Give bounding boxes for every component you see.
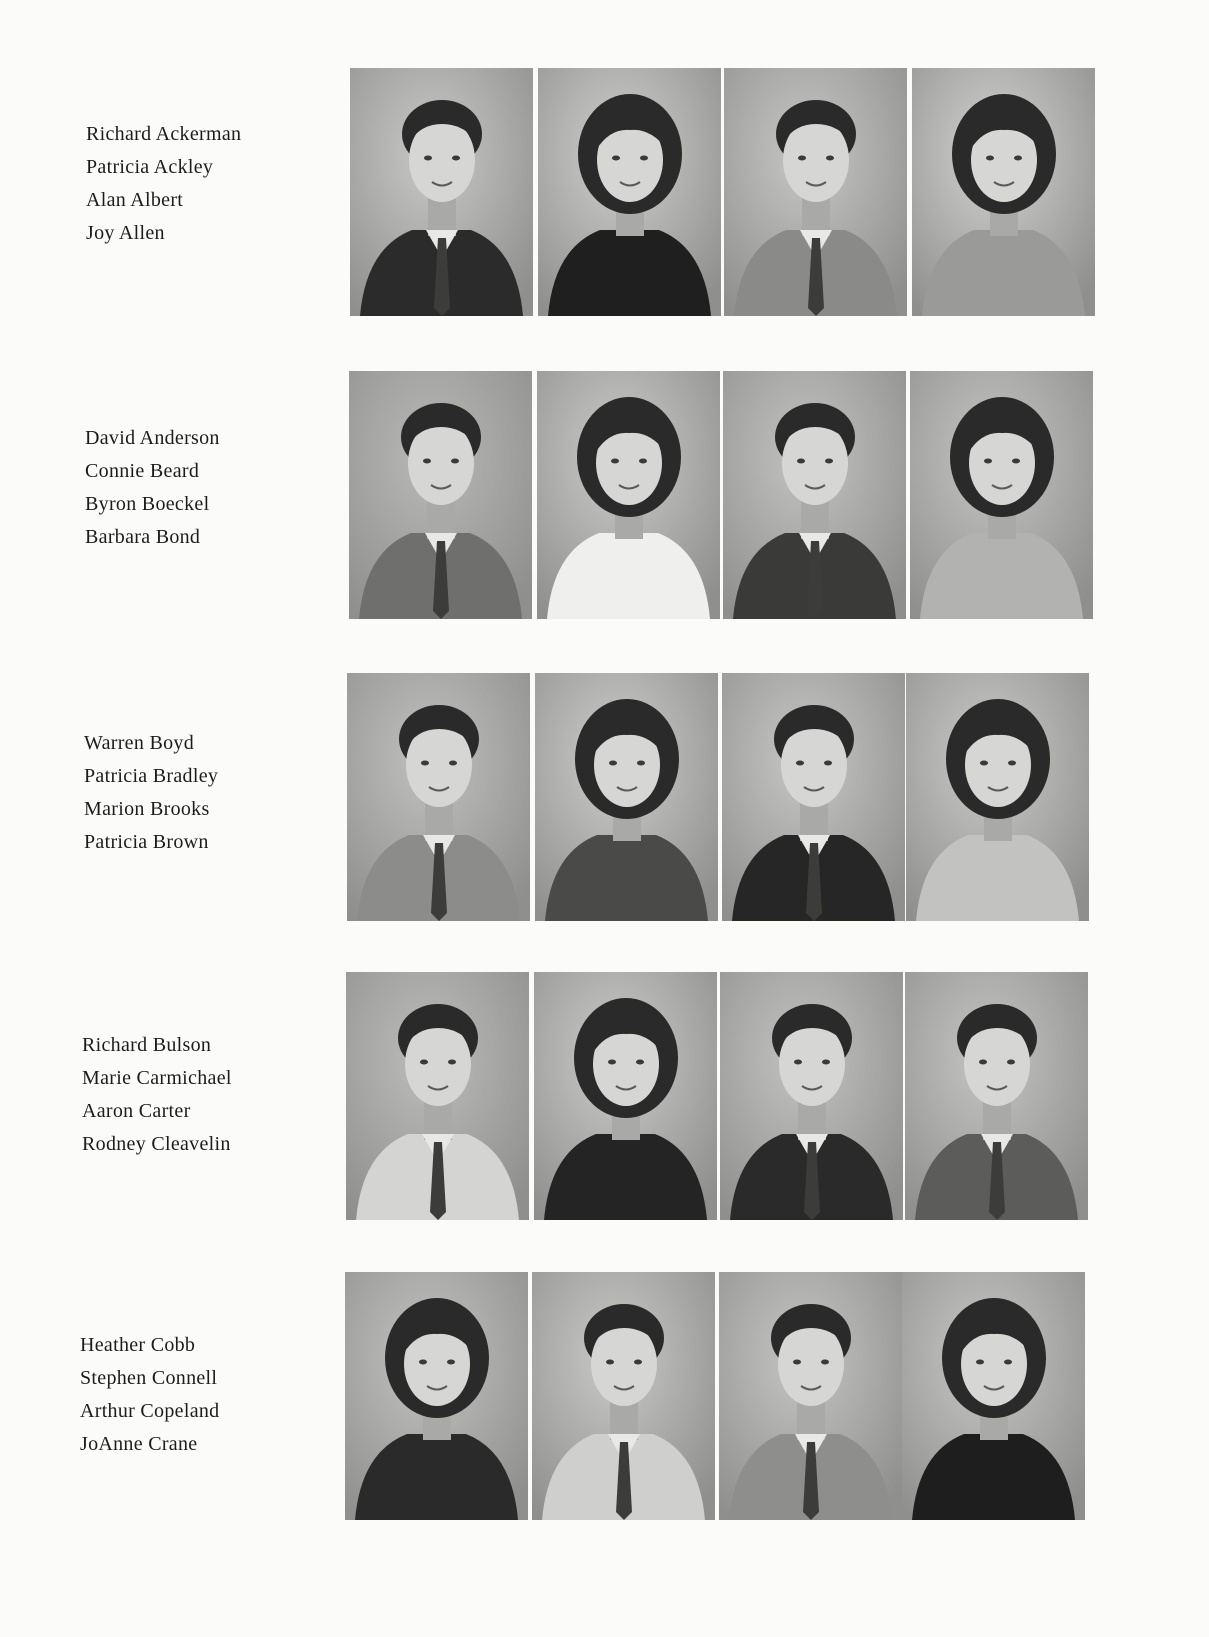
- portrait-eye: [1007, 1060, 1015, 1065]
- student-name: Aaron Carter: [82, 1100, 191, 1122]
- portrait-eye: [980, 761, 988, 766]
- student-name: Richard Bulson: [82, 1034, 212, 1056]
- portrait-girl-dark-sweater-necklace: [902, 1272, 1085, 1520]
- portrait-photo: [537, 371, 720, 619]
- student-name: Patricia Bradley: [84, 765, 219, 787]
- portrait-boy-tweed-jacket: [349, 371, 532, 619]
- portrait-eye: [608, 1060, 616, 1065]
- portrait-photo: [720, 972, 903, 1220]
- student-name: Warren Boyd: [84, 732, 194, 754]
- portrait-boy-light-jacket: [346, 972, 529, 1220]
- portrait-girl-collar-cardigan: [535, 673, 718, 921]
- student-name: JoAnne Crane: [80, 1433, 198, 1455]
- name-list: [82, 1029, 322, 1161]
- portrait-boy-suit-tie: [350, 68, 533, 316]
- portrait-eye: [826, 156, 834, 161]
- portrait-boy-houndstooth: [905, 972, 1088, 1220]
- portrait-boy-glasses-plaid: [719, 1272, 902, 1520]
- portrait-photo: [724, 68, 907, 316]
- portrait-photo: [349, 371, 532, 619]
- portrait-photo: [906, 673, 1089, 921]
- portrait-eye: [419, 1360, 427, 1365]
- student-name: Alan Albert: [86, 189, 184, 211]
- portrait-eye: [640, 156, 648, 161]
- student-name: Stephen Connell: [80, 1367, 218, 1389]
- portrait-eye: [822, 1060, 830, 1065]
- student-name: Joy Allen: [86, 222, 165, 244]
- portrait-eye: [1014, 156, 1022, 161]
- portrait-photo: [345, 1272, 528, 1520]
- student-name: Heather Cobb: [80, 1334, 196, 1356]
- portrait-girl-dark-cardigan: [345, 1272, 528, 1520]
- student-name: Marie Carmichael: [82, 1067, 232, 1089]
- portrait-row-4: [0, 972, 1209, 1220]
- portrait-photo: [538, 68, 721, 316]
- portrait-girl-pearls: [534, 972, 717, 1220]
- portrait-photo: [532, 1272, 715, 1520]
- portrait-eye: [420, 1060, 428, 1065]
- portrait-photo: [346, 972, 529, 1220]
- portrait-eye: [452, 156, 460, 161]
- portrait-photo: [722, 673, 905, 921]
- portrait-eye: [612, 156, 620, 161]
- portrait-eye: [794, 1060, 802, 1065]
- portrait-girl-dark-sweater: [538, 68, 721, 316]
- portrait-photo: [534, 972, 717, 1220]
- portrait-eye: [821, 1360, 829, 1365]
- portrait-photo: [719, 1272, 902, 1520]
- student-name: David Anderson: [85, 427, 220, 449]
- portrait-girl-glasses-pendant: [910, 371, 1093, 619]
- student-name: Patricia Ackley: [86, 156, 214, 178]
- portrait-boy-light-jacket-tie: [532, 1272, 715, 1520]
- portrait-eye: [611, 459, 619, 464]
- portrait-eye: [798, 156, 806, 161]
- portrait-eye: [636, 1060, 644, 1065]
- portrait-eye: [825, 459, 833, 464]
- student-name: Connie Beard: [85, 460, 200, 482]
- portrait-eye: [634, 1360, 642, 1365]
- portrait-photo: [902, 1272, 1085, 1520]
- portrait-girl-white-sweater: [537, 371, 720, 619]
- portrait-eye: [448, 1060, 456, 1065]
- portrait-eye: [423, 459, 431, 464]
- portrait-photo: [723, 371, 906, 619]
- portrait-photo: [910, 371, 1093, 619]
- name-list: [86, 118, 326, 250]
- portrait-eye: [639, 459, 647, 464]
- portrait-eye: [986, 156, 994, 161]
- name-list: [84, 727, 324, 859]
- portrait-row-2: [0, 371, 1209, 619]
- portrait-eye: [449, 761, 457, 766]
- portrait-eye: [984, 459, 992, 464]
- portrait-eye: [824, 761, 832, 766]
- portrait-girl-scarf-sweater: [906, 673, 1089, 921]
- portrait-photo: [905, 972, 1088, 1220]
- portrait-eye: [637, 761, 645, 766]
- portrait-row-1: [0, 68, 1209, 316]
- portrait-photo: [535, 673, 718, 921]
- portrait-row-3: [0, 673, 1209, 921]
- portrait-eye: [976, 1360, 984, 1365]
- portrait-eye: [421, 761, 429, 766]
- portrait-eye: [1004, 1360, 1012, 1365]
- student-name: Marion Brooks: [84, 798, 210, 820]
- portrait-photo: [912, 68, 1095, 316]
- portrait-girl-light-blouse: [912, 68, 1095, 316]
- student-name: Rodney Cleavelin: [82, 1133, 231, 1155]
- portrait-eye: [797, 459, 805, 464]
- portrait-boy-patterned-tie: [724, 68, 907, 316]
- portrait-eye: [447, 1360, 455, 1365]
- portrait-eye: [796, 761, 804, 766]
- portrait-boy-plaid-shirt: [347, 673, 530, 921]
- student-name: Byron Boeckel: [85, 493, 210, 515]
- portrait-photo: [347, 673, 530, 921]
- portrait-eye: [609, 761, 617, 766]
- portrait-eye: [451, 459, 459, 464]
- portrait-boy-dark-suit: [723, 371, 906, 619]
- student-name: Patricia Brown: [84, 831, 209, 853]
- portrait-boy-dark-suit-tie: [722, 673, 905, 921]
- student-name: Barbara Bond: [85, 526, 201, 548]
- student-name: Richard Ackerman: [86, 123, 242, 145]
- portrait-eye: [1012, 459, 1020, 464]
- portrait-eye: [424, 156, 432, 161]
- portrait-row-5: [0, 1272, 1209, 1520]
- portrait-eye: [1008, 761, 1016, 766]
- portrait-boy-dark-suit-pocket: [720, 972, 903, 1220]
- portrait-photo: [350, 68, 533, 316]
- name-list: [85, 422, 325, 554]
- portrait-eye: [606, 1360, 614, 1365]
- portrait-eye: [979, 1060, 987, 1065]
- student-name: Arthur Copeland: [80, 1400, 220, 1422]
- portrait-eye: [793, 1360, 801, 1365]
- name-list: [80, 1329, 320, 1461]
